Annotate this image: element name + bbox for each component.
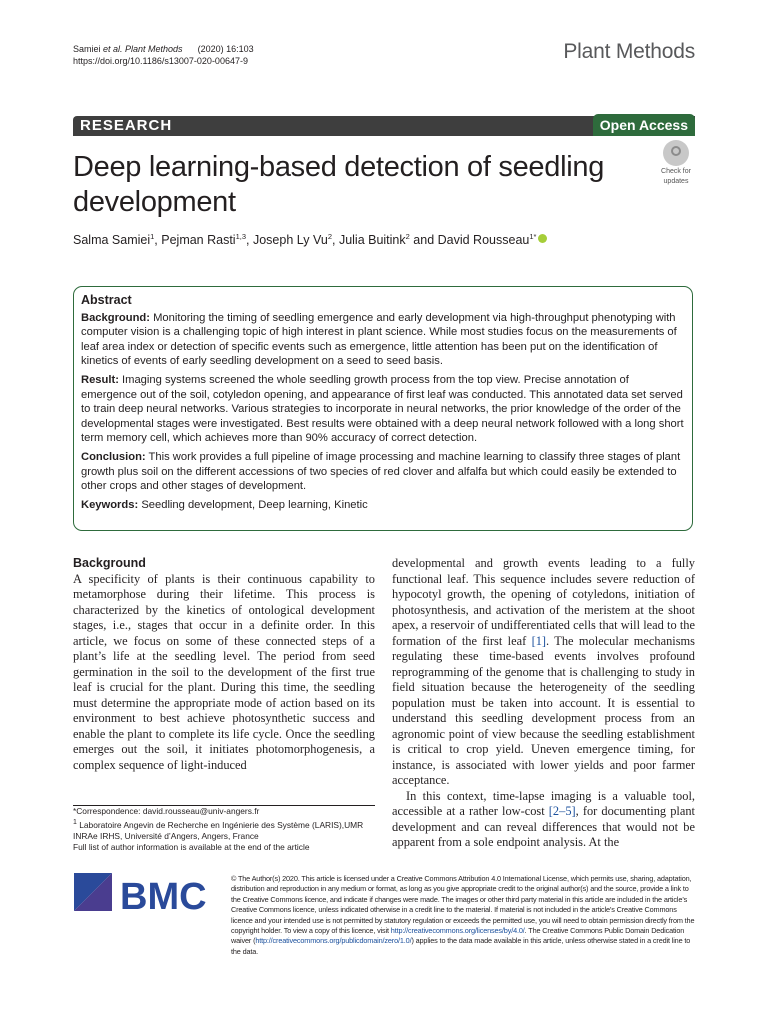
abstract-conclusion — [81, 450, 685, 494]
abstract-conclusion-text: This work provides a full pipeline of image processing and machine learning to classify three stages of plant growth plus soil on the different accessions of two species of red clover and alfalfa but which could easily be extended to other crops and other stages of development. — [81, 450, 681, 493]
publicdomain-link[interactable]: http://creativecommons.org/publicdomain/zero/1.0/ — [255, 936, 412, 946]
license-text-c: ) applies to the data made available in this article, unless otherwise stated in a credit line to the data. — [231, 936, 691, 956]
body-text: , for documenting plant development and can reveal differences that would not be apparent from a sole endpoint analysis. At the — [392, 804, 695, 849]
body-paragraph — [392, 789, 695, 851]
abstract-background — [81, 311, 685, 369]
abstract-result-label: Result: — [81, 373, 119, 386]
abstract-conclusion-label: Conclusion: — [81, 450, 146, 463]
affiliation — [73, 817, 375, 842]
body-text: developmental and growth events leading to a fully functional leaf. This sequence includes severe reduction of hypocotyl growth, the opening of cotyledons, initiation of photosynthesis, and activation of the meristem at the shoot apex, a reservoir of undifferentiated cells that will lead to the formation of the first leaf — [392, 556, 695, 648]
author-affil: 2 — [327, 232, 332, 241]
author-affil: 2 — [405, 232, 410, 241]
body-paragraph: A specificity of plants is their continuous capability to metamorphose during their lifetime. This process is characterized by the kinetics of ontological development stages, i.e., stages that occur in a definite order. In this article, we focus on some of these connected steps of a plant’s life at the seedling level. The period from seed germination in the soil to the development of the first true leaf is crucial for the plant. During this time, the seedling must determine the appropriate mode of action based on its environment to best achieve photosynthetic success and enable the plant to complete its life cycle. Once the seedling emerges out the soil, it initiates photomorphogenesis, a complex sequence of light-induced — [73, 571, 375, 772]
author-separator: , — [154, 233, 162, 248]
footnotes — [73, 806, 375, 854]
citation-link[interactable]: [2–5] — [548, 804, 576, 818]
check-updates-label-2: updates — [663, 178, 689, 185]
author-list — [73, 232, 547, 247]
correspondence[interactable]: *Correspondence: david.rousseau@univ-angers.fr — [73, 806, 260, 816]
citation-year: (2020) 16:103 — [197, 44, 254, 54]
doi-link[interactable]: https://doi.org/10.1186/s13007-020-00647-9 — [73, 56, 248, 66]
citation-authors: Samiei — [73, 44, 104, 54]
body-text: In this context, time-lapse imaging is a valuable tool, accessible at a rather low-cost — [392, 788, 695, 818]
author-affil: 1,3 — [235, 232, 247, 241]
article-title: Deep learning-based detection of seedling development — [73, 151, 605, 218]
article-type: RESEARCH — [80, 117, 173, 134]
license-text — [231, 874, 696, 957]
affiliation-number: 1 — [73, 819, 77, 827]
body-left-column — [73, 556, 375, 773]
abstract-result-text: Imaging systems screened the whole seedling growth process from the top view. Precise annotation of emergence out of the soil, cotyledon opening, and appearance of first leaf was conducted. This annotated data set served to train deep neural networks. Various strategies to incorporate in neural networks, the prior knowledge of the order of the developmental stages were investigated. Best results were obtained with a deep neural network followed with a long short term memory cell, which achieves more than 90% accuracy of correct detection. — [81, 373, 684, 445]
bmc-logo-text: BMC — [120, 876, 207, 918]
bmc-logo — [74, 873, 214, 923]
author-separator: , — [246, 233, 253, 248]
abstract — [81, 293, 685, 516]
author-name[interactable]: Joseph Ly Vu — [252, 233, 328, 248]
license-link[interactable]: http://creativecommons.org/licenses/by/4.0/ — [390, 926, 525, 936]
section-heading: Background — [73, 556, 146, 570]
check-updates-label-1: Check for — [661, 168, 691, 175]
check-for-updates-button[interactable] — [654, 140, 698, 186]
author-name[interactable]: Pejman Rasti — [161, 233, 236, 248]
check-updates-icon — [663, 140, 689, 166]
author-affil: 1* — [529, 232, 537, 241]
journal-name: Plant Methods — [563, 40, 695, 63]
body-right-column — [392, 556, 695, 851]
keywords-text: Seedling development, Deep learning, Kinetic — [141, 498, 368, 511]
author-info-note: Full list of author information is available at the end of the article — [73, 842, 310, 853]
author-separator: , — [331, 233, 339, 248]
author-name[interactable]: Julia Buitink — [338, 233, 406, 248]
license-text-b: . The Creative Commons Public Domain Dedication waiver ( — [231, 926, 685, 946]
abstract-background-text: Monitoring the timing of seedling emergence and early development via high-throughput phenotyping with computer vision is a challenging topic of high interest in plant science. While most studies focus on the measurements of leaf area index or detection of specific events such as emergence, little attention has been put on the identification of kinetics of events of early seedling development on a seed to seed basis. — [81, 311, 677, 368]
citation-header — [73, 43, 254, 67]
body-text: . The molecular mechanisms regulating these time-based events involves profound reprogramming of the genome that is challenging to study in field situation because the heterogeneity of the seedling population must be taken into account. It is essential to understand this seedling development process from an agronomic point of view because the seedling establishment is critical to crop yield. Uneven emergence timing, for instance, is associated with lower yields and poor farmer acceptance. — [392, 633, 695, 787]
author-name[interactable]: David Rousseau — [437, 233, 530, 248]
body-paragraph — [392, 556, 695, 789]
abstract-heading: Abstract — [81, 293, 132, 307]
citation-etal: et al. Plant Methods — [103, 44, 183, 54]
abstract-keywords — [81, 498, 685, 513]
citation-link[interactable]: [1] — [531, 633, 547, 648]
author-separator: and — [409, 233, 438, 248]
abstract-background-label: Background: — [81, 311, 150, 324]
abstract-result — [81, 373, 685, 446]
keywords-label: Keywords: — [81, 498, 139, 511]
author-name[interactable]: Salma Samiei — [73, 233, 151, 248]
license-text-a: © The Author(s) 2020. This article is licensed under a Creative Commons Attribution 4.0 International License, which permits use, sharing, adaptation, distribution and reproduction in any medium or format, as long as you give appropriate credit to the original author(s) and the source, provide a link to the Creative Commons licence, and indicate if changes were made. The images or other third party material in this article are included in the article’s Creative Commons licence, unless indicated otherwise in a credit line to the material. If material is not included in the article’s Creative Commons licence and your intended use is not permitted by statutory regulation or exceeds the permitted use, you will need to obtain permission directly from the copyright holder. To view a copy of this licence, visit — [231, 874, 695, 936]
affiliation-text: Laboratoire Angevin de Recherche en Ingénierie des Système (LARIS),UMR INRAe IRHS, Université d’Angers, Angers, France — [73, 820, 364, 842]
author-affil: 1 — [150, 232, 155, 241]
orcid-icon[interactable] — [538, 234, 547, 243]
open-access-badge: Open Access — [593, 114, 695, 136]
